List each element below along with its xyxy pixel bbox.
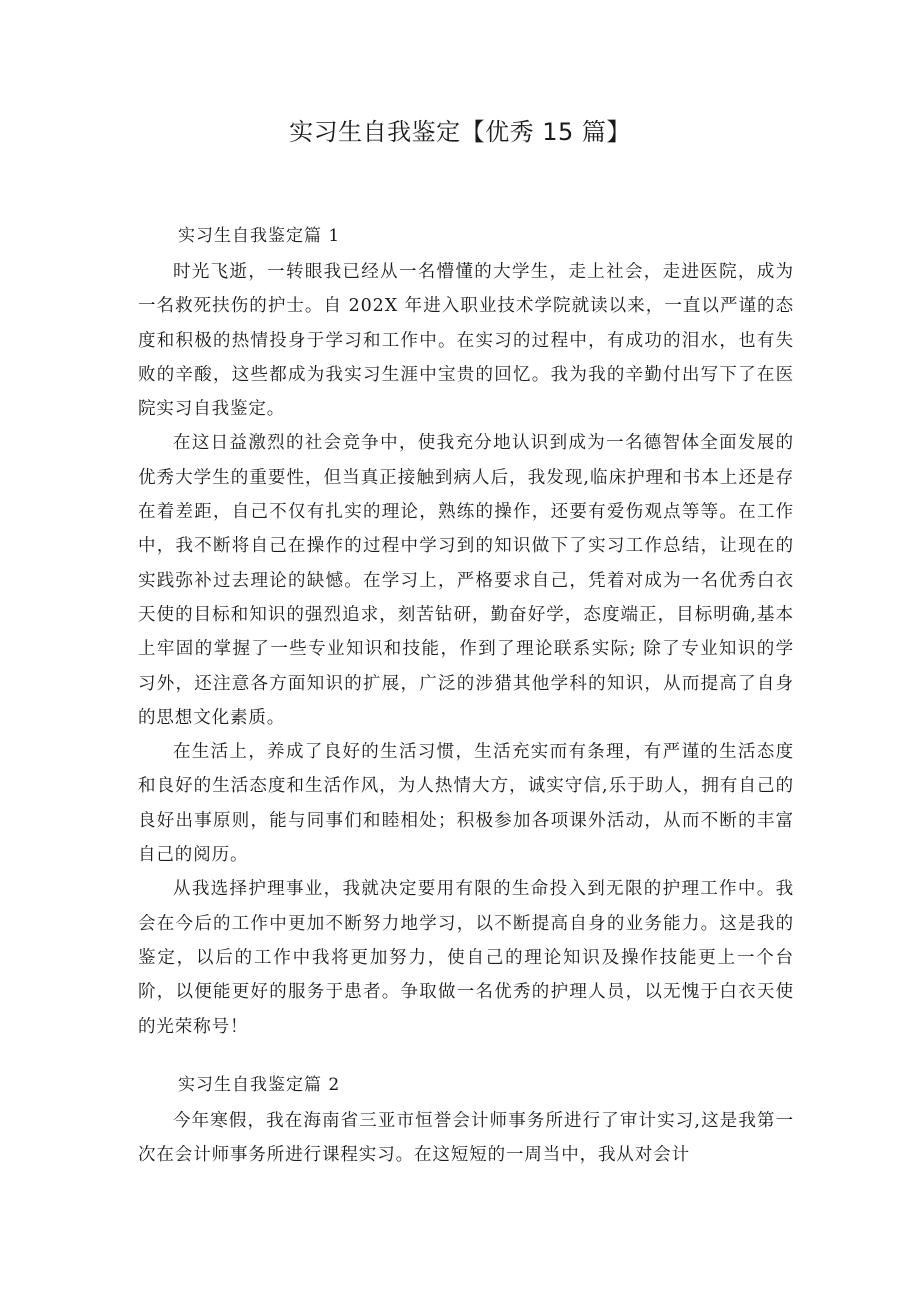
paragraph: 今年寒假，我在海南省三亚市恒誉会计师事务所进行了审计实习,这是我第一次在会计师事务所进行课程实习。在这短短的一周当中，我从对会计	[138, 1111, 794, 1166]
document-title: 实习生自我鉴定【优秀 15 篇】	[289, 118, 631, 146]
paragraph: 从我选择护理事业，我就决定要用有限的生命投入到无限的护理工作中。我会在今后的工作中更加不断努力地学习，以不断提高自身的业务能力。这是我的鉴定，以后的工作中我将更加努力，使自己的理论知识及操作技能更上一个台阶，以便能更好的服务于患者。争取做一名优秀的护理人员，以无愧于白衣天使的光荣称号！	[138, 879, 794, 1037]
paragraph: 时光飞逝，一转眼我已经从一名懵懂的大学生，走上社会，走进医院，成为一名救死扶伤的护士。自 202X 年进入职业技术学院就读以来，一直以严谨的态度和积极的热情投身于学习和工作中。在实习的过程中，有成功的泪水，也有失败的辛酸，这些都成为我实习生涯中宝贵的回忆。我为我的辛勤付出写下了在医院实习自我鉴定。	[138, 262, 794, 420]
section-heading: 实习生自我鉴定篇 1	[178, 226, 341, 246]
section-1	[138, 220, 794, 1044]
paragraph: 在生活上，养成了良好的生活习惯，生活充实而有条理，有严谨的生活态度和良好的生活态度和生活作风，为人热情大方，诚实守信,乐于助人，拥有自己的良好出事原则，能与同事们和睦相处；积极参加各项课外活动，从而不断的丰富自己的阅历。	[138, 742, 794, 866]
section-2	[138, 1069, 794, 1173]
paragraph: 在这日益激烈的社会竞争中，使我充分地认识到成为一名德智体全面发展的优秀大学生的重要性，但当真正接触到病人后，我发现,临床护理和书本上还是存在着差距，自己不仅有扎实的理论，熟练的操作，还要有爱伤观点等等。在工作中，我不断将自己在操作的过程中学习到的知识做下了实习工作总结，让现在的实践弥补过去理论的缺憾。在学习上，严格要求自己，凭着对成为一名优秀白衣天使的目标和知识的强烈追求，刻苦钻研，勤奋好学，态度端正，目标明确,基本上牢固的掌握了一些专业知识和技能，作到了理论联系实际; 除了专业知识的学习外，还注意各方面知识的扩展，广泛的涉猎其他学科的知识，从而提高了自身的思想文化素质。	[138, 433, 794, 728]
section-heading: 实习生自我鉴定篇 2	[178, 1075, 341, 1095]
